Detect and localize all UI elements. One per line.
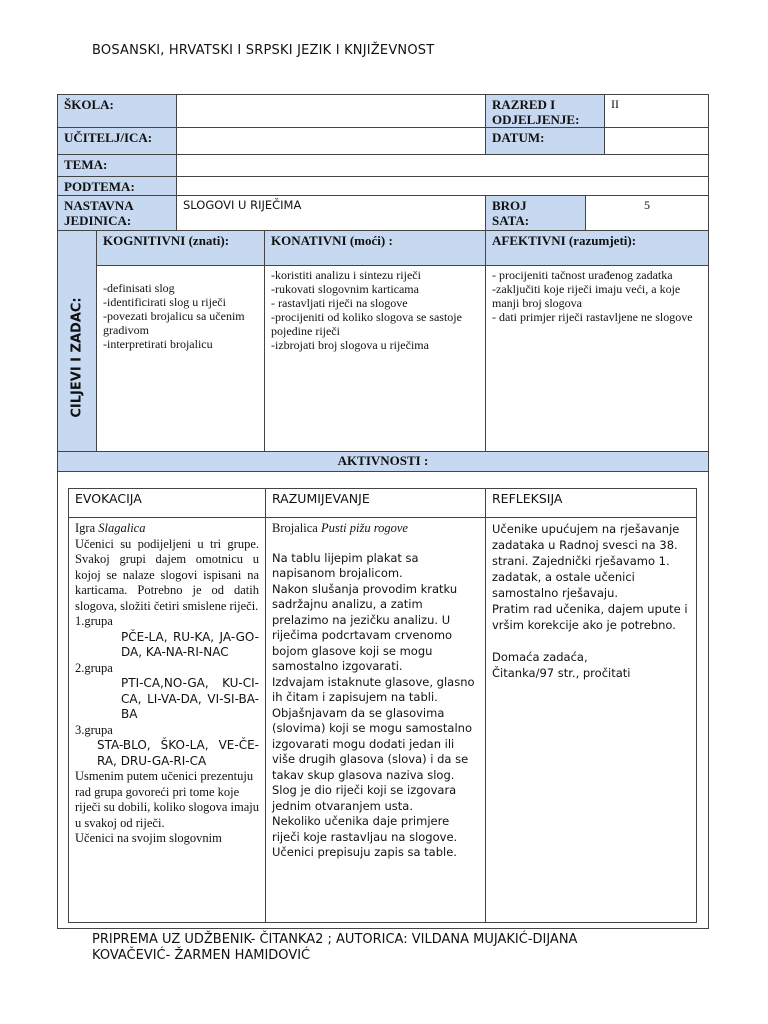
igra-name: Slagalica: [98, 521, 146, 535]
igra-prefix: Igra: [75, 521, 99, 535]
aktivnosti-title: AKTIVNOSTI :: [57, 451, 709, 472]
group2-label: 2.grupa: [75, 660, 113, 675]
document-footer: [92, 932, 732, 964]
evokacija-intro: Učenici su podijeljeni u tri grupe. Svakoj grupi dajem omotnicu u kojoj se nalaze slogovi ispisani na karticama. Potrebno je od datih slogova, složiti četiri smislene riječi.: [75, 536, 259, 613]
refleksija-head-cell: [485, 488, 697, 518]
konativni-text: -koristiti analizu i sintezu riječi -rukovati slogovnim karticama - rastavljati riječi na slogove -procijeniti od koliko slogova se sastoje pojedine riječi -izbrojati broj slogova u riječima: [264, 265, 486, 452]
igra-line: [75, 521, 259, 537]
document-header: BOSANSKI, HRVATSKI I SRPSKI JEZIK I KNJIŽEVNOST: [92, 43, 435, 58]
nastavna-value: SLOGOVI U RIJEČIMA: [176, 195, 486, 231]
brojalica-line: [272, 521, 479, 537]
broj-label-line1: BROJ: [492, 198, 527, 213]
ciljevi-side-label-wrap: [58, 266, 96, 448]
tema-value: [176, 154, 709, 177]
tema-label: TEMA:: [57, 154, 177, 177]
citanka-task: Čitanka/97 str., pročitati: [492, 666, 631, 680]
afektivni-head: AFEKTIVNI (razumjeti):: [485, 230, 709, 266]
kognitivni-text: -definisati slog -identificirati slog u riječi -povezati brojalicu sa učenim gradivom -interpretirati brojalicu: [96, 265, 265, 452]
brojalica-prefix: Brojalica: [272, 521, 321, 535]
skola-label: ŠKOLA:: [57, 94, 177, 128]
datum-label: DATUM:: [485, 127, 605, 155]
razred-label: [485, 94, 605, 128]
group3-words: STA-BLO, ŠKO-LA, VE-ČE-RA, DRU-GA-RI-CA: [97, 738, 259, 768]
group3-label: 3.grupa: [75, 722, 113, 737]
podtema-value: [176, 176, 709, 196]
evokacija-cell: [68, 517, 266, 923]
razumijevanje-head: RAZUMIJEVANJE: [272, 491, 370, 506]
evokacija-head: EVOKACIJA: [75, 491, 142, 506]
datum-value: [604, 127, 709, 155]
razumijevanje-content: [266, 518, 485, 864]
broj-value: 5: [585, 195, 709, 231]
evokacija-outro: Usmenim putem učenici prezentuju rad grupa govoreći pri tome koje riječi su dobili, koliko slogova imaju u svakoj od riječi.: [75, 769, 260, 830]
domaca-zadaca: Domaća zadaća,: [492, 650, 588, 664]
konativni-head: KONATIVNI (moći) :: [264, 230, 486, 266]
ucitelj-value: [176, 127, 486, 155]
razumijevanje-head-cell: [265, 488, 486, 518]
nastavna-label-line1: NASTAVNA: [64, 198, 134, 213]
evokacija-content: [69, 518, 265, 850]
skola-value: [176, 94, 486, 128]
evokacija-cut: Učenici na svojim slogovnim: [75, 831, 222, 845]
group1-label: 1.grupa: [75, 614, 113, 628]
razumijevanje-text: Na tablu lijepim plakat sa napisanom brojalicom. Nakon slušanja provodim kratku sadržajnu analizu, a zatim prelazimo na jezičku analizu. U riječima podcrtavam crvenomo bojom glasove koji se mogu samostalno izgovarati. Izdvajam istaknute glasove, glasno ih čitam i zapisujem na tabli. Objašnjavam da se glasovima (slovima) koji se mogu samostalno izgovarati mogu dodati jedan ili više drugih glasova (slova) i da se takav skup glasova naziva slog. Slog je dio riječi koji se izgovara jednim otvaranjem usta. Nekoliko učenika daje primjere riječi koje rastavljau na slogove. Učenici prepisuju zapis sa table.: [272, 550, 475, 859]
nastavna-label: [57, 195, 177, 231]
group1-words: PČE-LA, RU-KA, JA-GO-DA, KA-NA-RI-NAC: [121, 629, 259, 659]
razumijevanje-cell: [265, 517, 486, 923]
nastavna-label-line2: JEDINICA:: [64, 213, 132, 228]
refleksija-text: Učenike upućujem na rješavanje zadataka u Radnoj svesci na 38. strani. Zajednički rješavamo 1. zadatak, a ostale učenici samostalno rješavaju. Pratim rad učenika, dajem upute i vršim korekcije ako je potrebno.: [492, 522, 688, 632]
evokacija-head-cell: [68, 488, 266, 518]
footer-line1: PRIPREMA UZ UDŽBENIK- ČITANKA2 ; AUTORICA: VILDANA MUJAKIĆ-DIJANA: [92, 932, 578, 947]
broj-label: [485, 195, 586, 231]
ciljevi-side-label: CILJEVI I ZADAC:: [69, 296, 85, 418]
broj-label-line2: SATA:: [492, 213, 530, 228]
ucitelj-label: UČITELJ/ICA:: [57, 127, 177, 155]
kognitivni-head: KOGNITIVNI (znati):: [96, 230, 265, 266]
razred-value: II: [604, 94, 709, 128]
podtema-label: PODTEMA:: [57, 176, 177, 196]
razred-label-line2: ODJELJENJE:: [492, 112, 580, 127]
group2-words: PTI-CA,NO-GA, KU-CI-CA, LI-VA-DA, VI-SI-BA-BA: [121, 676, 259, 721]
razred-label-line1: RAZRED I: [492, 97, 556, 112]
refleksija-head: REFLEKSIJA: [492, 491, 563, 506]
refleksija-content: [486, 518, 696, 684]
footer-line2: KOVAČEVIĆ- ŽARMEN HAMIDOVIĆ: [92, 948, 311, 963]
refleksija-cell: [485, 517, 697, 923]
brojalica-name: Pusti pižu rogove: [320, 521, 408, 535]
afektivni-text: - procijeniti tačnost urađenog zadatka -zaključiti koje riječi imaju veći, a koje manji broj slogova - dati primjer riječi rastavljene ne slogove: [485, 265, 709, 452]
